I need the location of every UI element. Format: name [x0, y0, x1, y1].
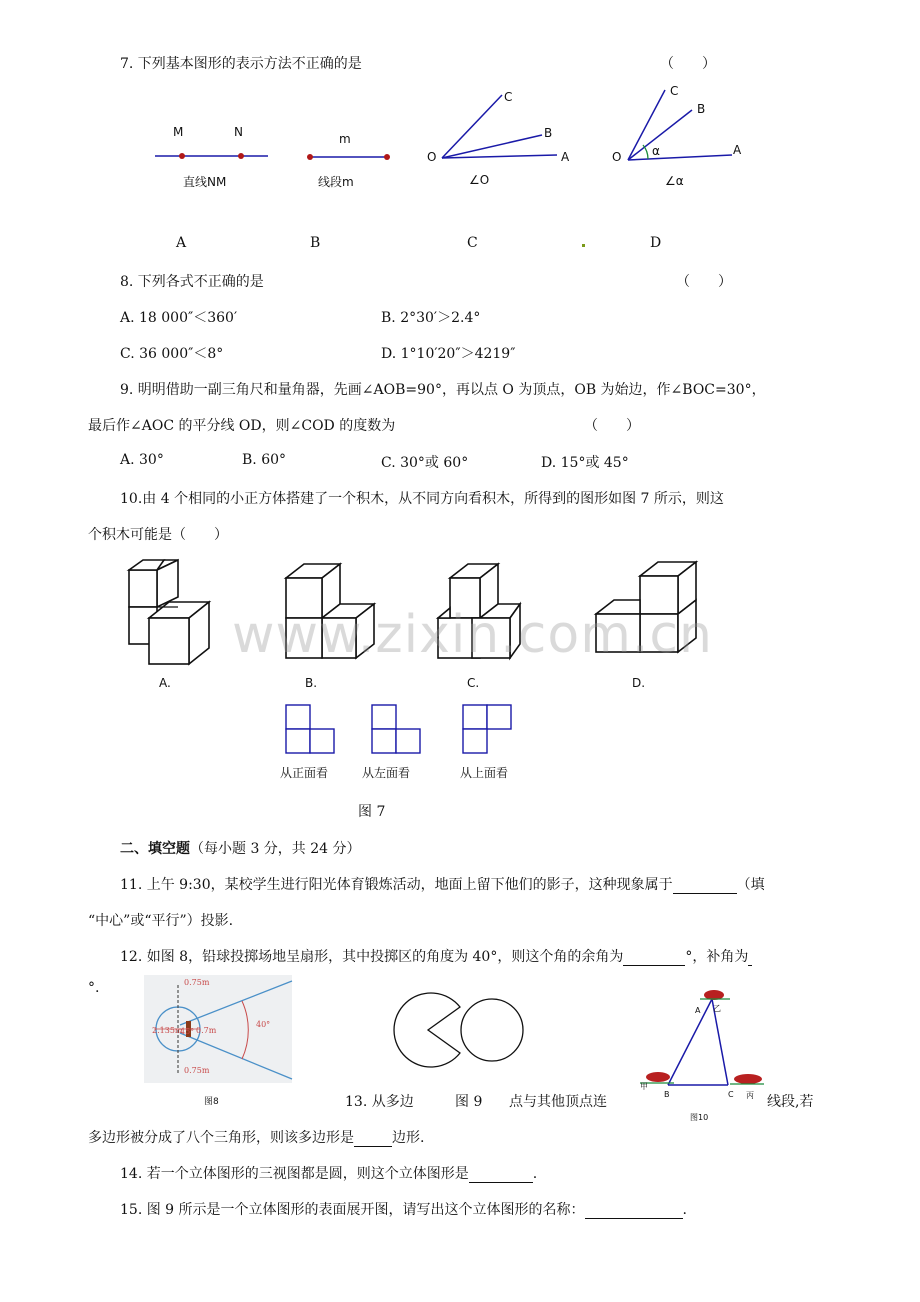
q14-line — [120, 1163, 537, 1183]
figure-10-point-c: C — [728, 1090, 734, 1099]
q8-paren: （ ） — [676, 274, 732, 290]
q8-text: 8. 下列各式不正确的是 — [120, 274, 264, 290]
figure-10 — [640, 985, 770, 1095]
q7-figure-d — [610, 80, 760, 190]
q7-d-caption: ∠α — [665, 174, 684, 188]
q7-choice-c: C — [467, 235, 478, 251]
q11-blank[interactable] — [673, 879, 737, 894]
figure-7-caption: 图 7 — [358, 804, 386, 820]
figure-10-bug-jia: 甲 — [640, 1082, 648, 1091]
q7-choice-b: B — [310, 235, 321, 251]
q10-view-front-label: 从正面看 — [280, 766, 329, 780]
q13-part1: 13. 从多边 — [345, 1094, 414, 1110]
q9-option-b: B. 60° — [242, 452, 287, 468]
watermark: www.zixin.com.cn — [232, 605, 713, 665]
q10-label-d: D. — [632, 676, 646, 690]
figure-8-center-angle: 45° — [180, 1027, 195, 1036]
figure-9 — [390, 985, 530, 1075]
q13-text: 多边形被分成了八个三角形，则该多边形是 — [88, 1130, 354, 1146]
figure-8-radius-bottom: 0.75m — [184, 1066, 210, 1075]
figure-9-caption: 图 9 — [455, 1091, 482, 1111]
q10-figure-a — [125, 560, 225, 670]
q8-option-c: C. 36 000″＜8° — [120, 346, 224, 362]
stray-dot — [582, 244, 585, 247]
q7-c-a: A — [561, 150, 570, 164]
q7-choice-a: A — [176, 235, 187, 251]
q9-line1: 9. 明明借助一副三角尺和量角器，先画∠AOB=90°，再以点 O 为顶点，OB 为始边，作∠BOC=30°， — [120, 382, 766, 398]
figure-10-bug-bing: 丙 — [746, 1091, 754, 1100]
section-2-heading — [120, 838, 361, 858]
q15-end: . — [682, 1202, 687, 1218]
q9-line2: 最后作∠AOC 的平分线 OD，则∠COD 的度数为 — [88, 418, 396, 434]
figure-8-diameter: 2.135m — [152, 1026, 183, 1035]
q10-line2: 个积木可能是（ ） — [88, 527, 228, 543]
q7-c-c: C — [504, 90, 513, 104]
q12-text: 12. 如图 8，铅球投掷场地呈扇形，其中投掷区的角度为 40°，则这个角的余角为 — [120, 949, 624, 965]
q12-line1 — [120, 946, 752, 966]
q12-line2: °. — [88, 980, 100, 996]
q14-text: 14. 若一个立体图形的三视图都是圆，则这个立体图形是 — [120, 1166, 469, 1182]
q15-text: 15. 图 9 所示是一个立体图形的表面展开图，请写出这个立体图形的名称： — [120, 1202, 585, 1218]
figure-8-caption: 图8 — [204, 1097, 219, 1107]
q10-line1: 10.由 4 个相同的小正方体搭建了一个积木，从不同方向看积木，所得到的图形如图 7 所示，则这 — [120, 491, 724, 507]
q7-d-a: A — [733, 143, 742, 157]
q7-b-label: m — [339, 132, 351, 146]
q8-option-a: A. 18 000″＜360′ — [120, 310, 238, 326]
q12-blank-supplement[interactable] — [748, 951, 752, 966]
q13-line2 — [88, 1127, 424, 1147]
q10-view-front — [285, 704, 345, 759]
q14-blank[interactable] — [469, 1168, 533, 1183]
q7-d-alpha: α — [652, 144, 660, 158]
q10-view-left — [371, 704, 431, 759]
q11-line2: “中心”或“平行”）投影. — [88, 913, 234, 929]
section-2-note: （每小题 3 分，共 24 分） — [190, 841, 361, 857]
q13-text-end: 边形. — [392, 1130, 425, 1146]
q7-figure-c — [420, 85, 580, 195]
q11-line1 — [120, 874, 765, 894]
q13-blank[interactable] — [354, 1132, 392, 1147]
q7-a-caption: 直线NM — [183, 175, 227, 189]
q7-text: 7. 下列基本图形的表示方法不正确的是 — [120, 56, 362, 72]
q9-paren: （ ） — [584, 418, 640, 434]
q10-label-b: B. — [305, 676, 318, 690]
q7-c-b: B — [544, 126, 553, 140]
section-2-title: 二、填空题 — [120, 841, 190, 857]
figure-10-caption: 图10 — [690, 1113, 709, 1122]
q7-c-o: O — [427, 150, 437, 164]
q7-d-b: B — [697, 102, 706, 116]
figure-8-radius-mid: 0.7m — [196, 1026, 217, 1035]
q7-c-caption: ∠O — [469, 173, 490, 187]
q7-b-caption: 线段m — [318, 175, 354, 189]
q9-option-c: C. 30°或 60° — [381, 455, 469, 471]
q10-view-left-label: 从左面看 — [362, 766, 411, 780]
q11-text: 11. 上午 9:30，某校学生进行阳光体育锻炼活动，地面上留下他们的影子，这种现象属于 — [120, 877, 673, 893]
figure-8-radius-top: 0.75m — [184, 978, 210, 987]
q12-blank-complement[interactable] — [623, 951, 685, 966]
q10-label-c: C. — [467, 676, 480, 690]
q7-choice-d: D — [650, 235, 662, 251]
q13-part3: 线段,若 — [767, 1094, 814, 1110]
q7-a-point-m: M — [173, 125, 184, 139]
q7-d-o: O — [612, 150, 622, 164]
figure-10-point-a: A — [695, 1006, 701, 1015]
q10-view-top-label: 从上面看 — [460, 766, 509, 780]
q10-label-a: A. — [159, 676, 171, 690]
q11-text-end: （填 — [736, 877, 765, 893]
q7-paren: （ ） — [660, 56, 716, 72]
q15-line — [120, 1199, 687, 1219]
figure-10-point-b: B — [664, 1090, 670, 1099]
q7-d-c: C — [670, 84, 679, 98]
q14-end: . — [532, 1166, 538, 1182]
figure-8-angle: 40° — [256, 1020, 271, 1029]
q15-blank[interactable] — [585, 1204, 683, 1219]
q8-option-b: B. 2°30′＞2.4° — [381, 310, 481, 326]
q9-option-d: D. 15°或 45° — [541, 455, 629, 471]
q7-a-point-n: N — [234, 125, 243, 139]
figure-10-bug-yi: 乙 — [713, 1004, 721, 1013]
q13-part2: 点与其他顶点连 — [509, 1094, 607, 1110]
q8-option-d: D. 1°10′20″＞4219″ — [381, 346, 516, 362]
q10-view-top — [462, 704, 522, 759]
q9-option-a: A. 30° — [120, 452, 164, 468]
q12-text-mid: °，补角为 — [685, 949, 749, 965]
